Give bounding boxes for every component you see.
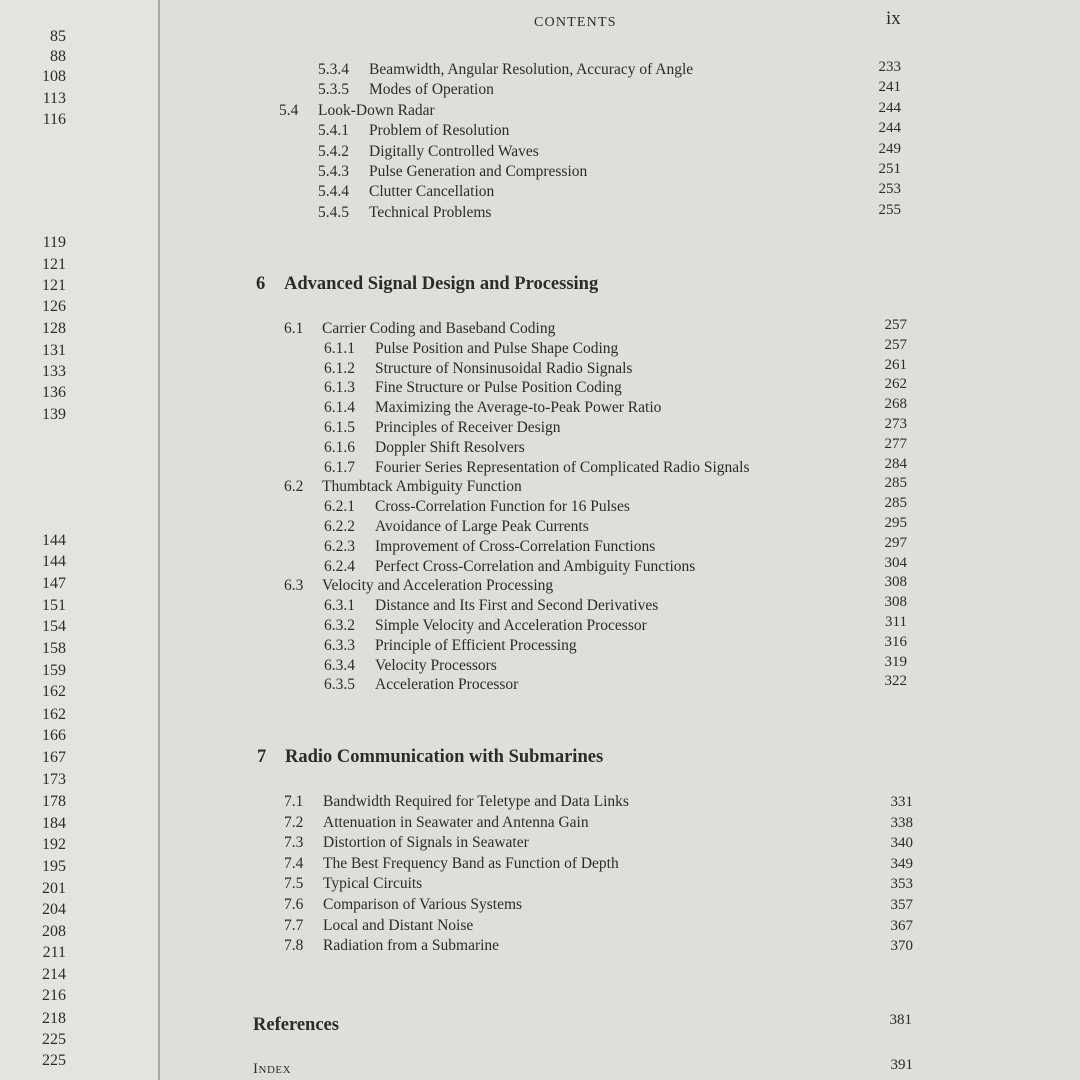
entry-title: Perfect Cross-Correlation and Ambiguity Functions xyxy=(375,557,696,575)
entry-number: 6.1.3 xyxy=(324,379,355,397)
left-page-number: 139 xyxy=(42,406,66,423)
entry-title: Look-Down Radar xyxy=(318,101,435,119)
left-page-number: 119 xyxy=(42,234,66,251)
entry-page: 255 xyxy=(878,201,901,218)
entry-number: 6.1.5 xyxy=(324,419,355,436)
entry-number: 5.4.5 xyxy=(318,203,349,221)
entry-number: 5.4 xyxy=(279,101,299,119)
left-page-number: 121 xyxy=(42,277,66,294)
chapter-title: Radio Communication with Submarines xyxy=(285,747,604,767)
chapter-number: 7 xyxy=(257,747,267,767)
entry-page: 311 xyxy=(885,614,907,630)
left-page-number: 214 xyxy=(42,966,66,983)
entry-page: 308 xyxy=(884,594,907,611)
entry-page: 284 xyxy=(884,455,907,472)
left-page-number: 151 xyxy=(42,597,66,614)
entry-title: Comparison of Various Systems xyxy=(323,896,523,913)
left-page-number: 154 xyxy=(42,618,66,635)
entry-page: 273 xyxy=(884,416,907,432)
entry-page: 285 xyxy=(884,495,907,512)
entry-page: 249 xyxy=(878,140,901,157)
entry-number: 5.4.3 xyxy=(318,163,349,180)
entry-page: 268 xyxy=(884,396,907,413)
left-page-number: 128 xyxy=(42,320,66,337)
entry-page: 244 xyxy=(878,99,901,116)
entry-page: 370 xyxy=(890,938,913,955)
entry-title: Typical Circuits xyxy=(323,875,423,893)
entry-page: 331 xyxy=(890,794,913,810)
left-page-number: 147 xyxy=(42,575,66,592)
entry-title: Pulse Position and Pulse Shape Coding xyxy=(375,339,619,357)
entry-page: 285 xyxy=(884,475,907,492)
left-page-number: 192 xyxy=(42,836,66,853)
entry-number: 5.3.4 xyxy=(318,61,349,78)
entry-number: 5.4.4 xyxy=(318,183,349,201)
entry-title: Clutter Cancellation xyxy=(369,183,495,201)
entry-number: 5.4.1 xyxy=(318,122,349,140)
left-page-number: 173 xyxy=(42,771,66,788)
entry-number: 7.4 xyxy=(284,854,304,872)
left-page-number: 166 xyxy=(42,727,66,744)
entry-number: 6.1.7 xyxy=(324,458,355,476)
entry-page: 257 xyxy=(884,336,907,353)
left-page-number: 208 xyxy=(42,923,66,940)
running-header: CONTENTS xyxy=(534,15,617,30)
left-page-number: 131 xyxy=(42,342,66,359)
entry-number: 7.2 xyxy=(284,813,304,831)
entry-page: 295 xyxy=(884,515,907,531)
entry-number: 6.3 xyxy=(284,577,304,595)
left-page-number: 126 xyxy=(42,298,66,315)
entry-number: 7.8 xyxy=(284,937,304,955)
left-page-number: 204 xyxy=(42,901,66,918)
left-page-number: 144 xyxy=(42,553,66,570)
entry-page: 277 xyxy=(884,435,907,452)
entry-number: 6.2.3 xyxy=(324,537,355,555)
left-page-number: 195 xyxy=(42,858,66,875)
entry-page: 244 xyxy=(878,120,901,137)
entry-number: 6.3.1 xyxy=(324,597,355,615)
left-page-number: 225 xyxy=(42,1052,66,1069)
entry-title: Structure of Nonsinusoidal Radio Signals xyxy=(375,359,633,377)
left-page-number: 211 xyxy=(42,944,66,961)
entry-title: Radiation from a Submarine xyxy=(323,937,500,955)
entry-page: 367 xyxy=(890,917,913,934)
entry-page: 233 xyxy=(878,59,901,75)
entry-title: Doppler Shift Resolvers xyxy=(375,438,525,456)
entry-title: Digitally Controlled Waves xyxy=(369,142,539,160)
left-page-number: 116 xyxy=(42,111,66,128)
entry-page: 338 xyxy=(890,814,913,831)
entry-number: 7.3 xyxy=(284,834,304,852)
index-heading: Index xyxy=(253,1061,292,1077)
entry-title: The Best Frequency Band as Function of Depth xyxy=(323,854,619,872)
left-page-number: 184 xyxy=(42,815,66,832)
entry-page: 357 xyxy=(890,897,913,913)
entry-number: 7.5 xyxy=(284,875,304,893)
left-page-number: 136 xyxy=(42,384,66,401)
entry-title: Acceleration Processor xyxy=(375,676,519,694)
entry-number: 6.3.4 xyxy=(324,656,355,674)
entry-page: 316 xyxy=(884,633,907,650)
entry-page: 322 xyxy=(884,673,907,690)
entry-number: 6.1.6 xyxy=(324,438,355,456)
left-page-number: 162 xyxy=(42,683,66,700)
entry-page: 261 xyxy=(884,356,907,373)
entry-number: 6.1.1 xyxy=(324,339,355,357)
entry-page: 257 xyxy=(884,317,907,333)
entry-title: Improvement of Cross-Correlation Functions xyxy=(375,537,656,555)
entry-title: Attenuation in Seawater and Antenna Gain xyxy=(323,813,589,831)
entry-number: 6.2 xyxy=(284,478,304,496)
entry-page: 251 xyxy=(878,161,901,177)
entry-page: 349 xyxy=(890,855,913,872)
entry-title: Simple Velocity and Acceleration Processor xyxy=(375,617,647,634)
entry-title: Problem of Resolution xyxy=(369,122,510,140)
chapter-title: Advanced Signal Design and Processing xyxy=(284,274,599,294)
entry-page: 241 xyxy=(878,79,901,96)
left-page-number: 144 xyxy=(42,532,66,549)
references-page: 381 xyxy=(889,1012,912,1028)
entry-number: 6.1.2 xyxy=(324,359,355,377)
left-page xyxy=(0,0,160,1080)
entry-title: Fine Structure or Pulse Position Coding xyxy=(375,379,622,397)
entry-number: 7.6 xyxy=(284,896,304,913)
left-page-number: 85 xyxy=(50,28,66,45)
entry-page: 353 xyxy=(890,876,913,893)
entry-title: Bandwidth Required for Teletype and Data Links xyxy=(323,793,629,810)
entry-number: 6.2.2 xyxy=(324,518,355,535)
entry-title: Cross-Correlation Function for 16 Pulses xyxy=(375,498,630,516)
left-page-number: 225 xyxy=(42,1031,66,1048)
entry-page: 262 xyxy=(884,376,907,393)
entry-page: 308 xyxy=(884,574,907,591)
page-number: ix xyxy=(886,8,901,29)
left-page-number: 162 xyxy=(42,706,66,723)
entry-number: 6.2.1 xyxy=(324,498,355,516)
entry-page: 340 xyxy=(890,835,913,852)
entry-title: Technical Problems xyxy=(369,203,492,221)
entry-title: Velocity and Acceleration Processing xyxy=(322,577,554,595)
left-page-number: 201 xyxy=(42,880,66,897)
entry-title: Modes of Operation xyxy=(369,81,494,99)
left-page-number: 218 xyxy=(42,1010,66,1027)
entry-title: Avoidance of Large Peak Currents xyxy=(375,518,589,535)
entry-page: 297 xyxy=(884,534,907,551)
entry-title: Maximizing the Average-to-Peak Power Ratio xyxy=(375,399,662,417)
index-page: 391 xyxy=(890,1057,913,1073)
entry-title: Fourier Series Representation of Complicated Radio Signals xyxy=(375,458,750,476)
left-page-number: 113 xyxy=(42,90,66,107)
left-page-number: 108 xyxy=(42,68,66,85)
left-page-number: 121 xyxy=(42,256,66,273)
entry-number: 6.1 xyxy=(284,320,304,337)
entry-title: Beamwidth, Angular Resolution, Accuracy of Angle xyxy=(369,61,694,78)
left-page-number: 88 xyxy=(50,48,66,65)
left-page-number: 178 xyxy=(42,793,66,810)
entry-title: Distance and Its First and Second Derivatives xyxy=(375,597,659,615)
entry-number: 5.3.5 xyxy=(318,81,349,99)
entry-title: Principles of Receiver Design xyxy=(375,419,561,436)
entry-page: 304 xyxy=(884,554,907,571)
chapter-number: 6 xyxy=(256,274,266,294)
entry-number: 7.7 xyxy=(284,916,304,934)
entry-title: Local and Distant Noise xyxy=(323,916,474,934)
left-page-number: 159 xyxy=(42,662,66,679)
entry-number: 6.3.5 xyxy=(324,676,355,694)
entry-number: 7.1 xyxy=(284,793,304,810)
entry-title: Principle of Efficient Processing xyxy=(375,636,577,654)
entry-number: 6.1.4 xyxy=(324,399,355,417)
entry-page: 253 xyxy=(878,181,901,198)
entry-title: Pulse Generation and Compression xyxy=(369,163,588,180)
entry-title: Velocity Processors xyxy=(375,656,497,674)
entry-number: 6.3.3 xyxy=(324,636,355,654)
entry-title: Carrier Coding and Baseband Coding xyxy=(322,320,556,337)
left-page-number: 133 xyxy=(42,363,66,380)
entry-number: 6.3.2 xyxy=(324,617,355,634)
entry-title: Distortion of Signals in Seawater xyxy=(323,834,529,852)
entry-title: Thumbtack Ambiguity Function xyxy=(322,478,522,496)
references-heading: References xyxy=(253,1015,339,1035)
entry-number: 5.4.2 xyxy=(318,142,349,160)
entry-number: 6.2.4 xyxy=(324,557,355,575)
entry-page: 319 xyxy=(884,653,907,670)
left-page-number: 167 xyxy=(42,749,66,766)
left-page-number: 158 xyxy=(42,640,66,657)
left-page-number: 216 xyxy=(42,987,66,1004)
